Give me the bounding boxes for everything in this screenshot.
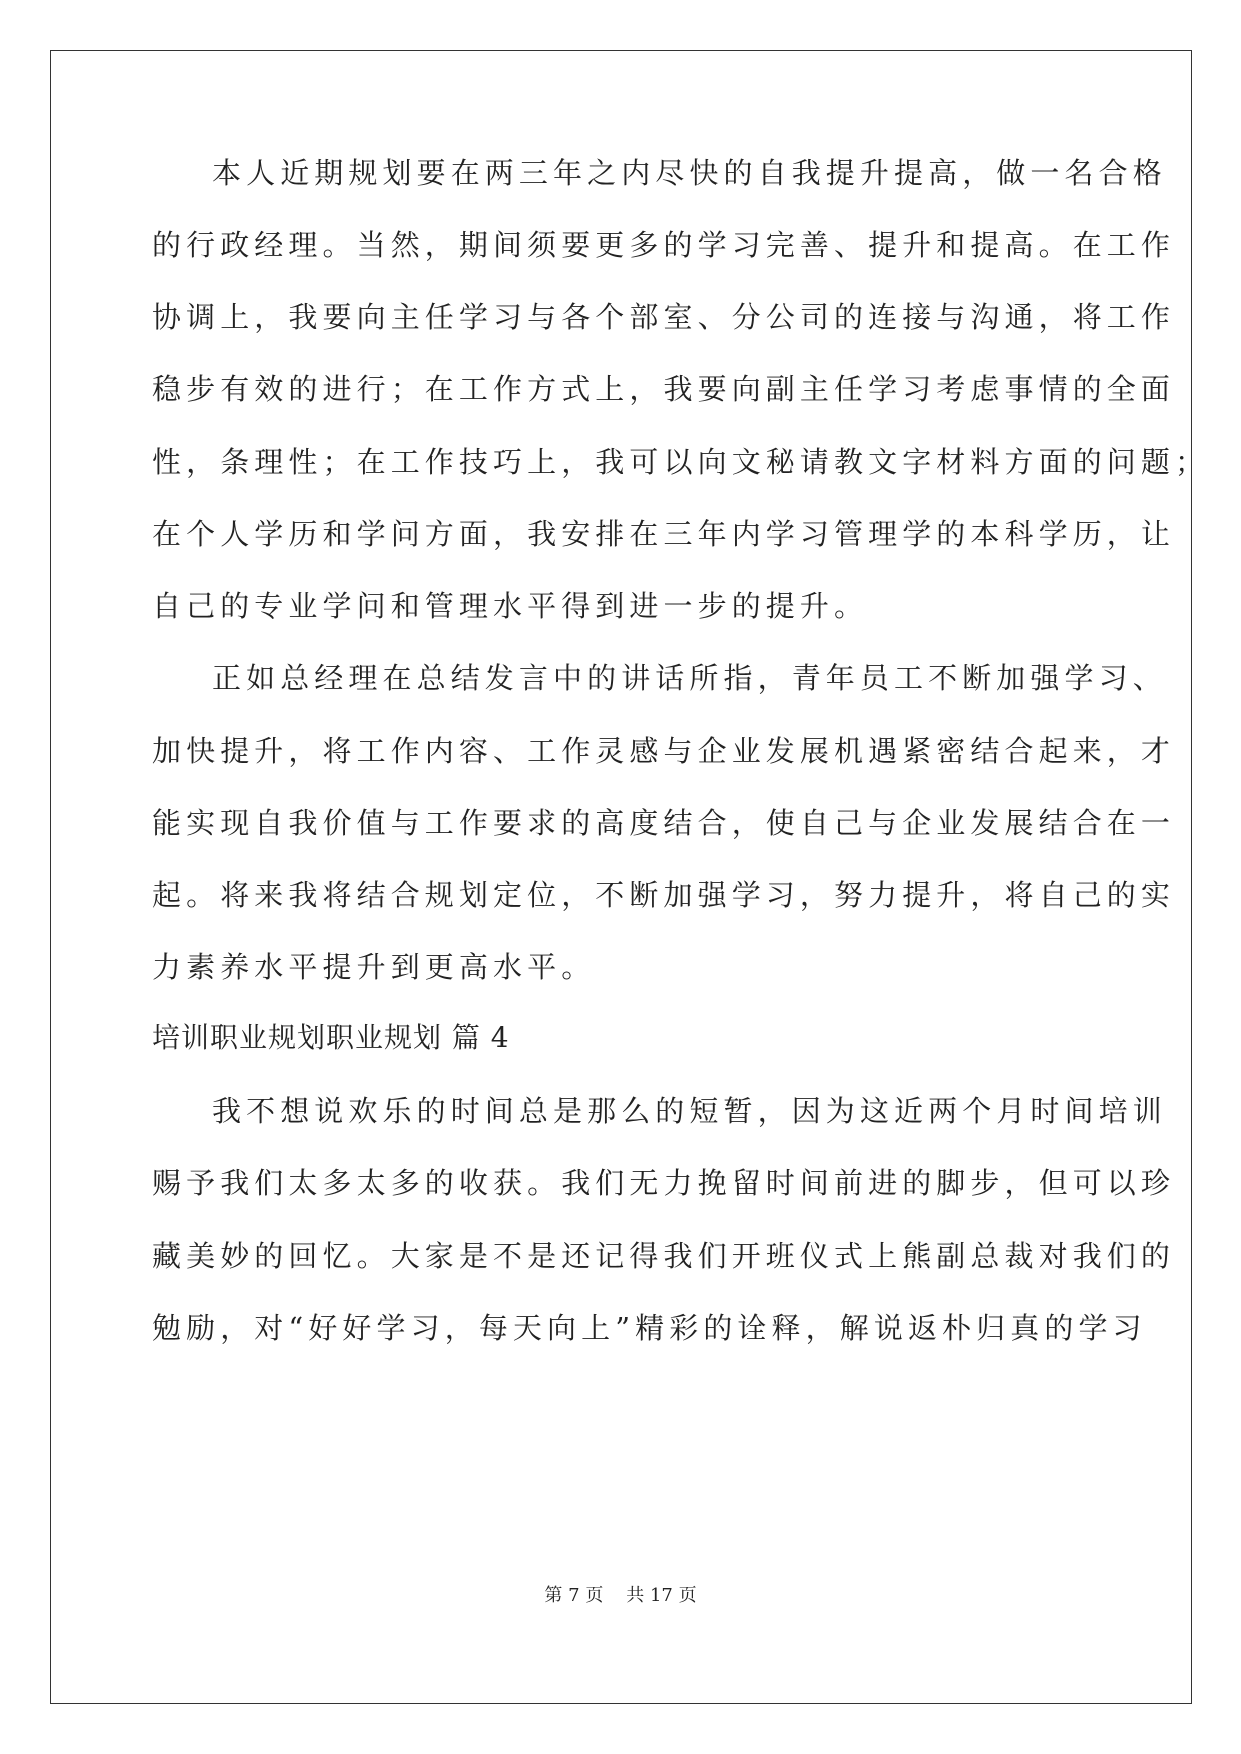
paragraph-1-line-1: 本人近期规划要在两三年之内尽快的自我提升提高，做一名合格: [212, 156, 1167, 190]
page-number: 第 7 页: [544, 1585, 604, 1606]
paragraph-3-line-1: 我不想说欢乐的时间总是那么的短暂，因为这近两个月时间培训: [212, 1094, 1167, 1128]
section-heading: 培训职业规划职业规划 篇 4: [152, 1021, 510, 1054]
paragraph-1-line-2: 的行政经理。当然，期间须要更多的学习完善、提升和提高。在工作: [152, 228, 1176, 262]
paragraph-2-line-3: 能实现自我价值与工作要求的高度结合，使自己与企业发展结合在一: [152, 806, 1176, 840]
paragraph-2-line-4: 起。将来我将结合规划定位，不断加强学习，努力提升，将自己的实: [152, 878, 1176, 912]
page-total: 共 17 页: [626, 1585, 697, 1606]
paragraph-3-line-2: 赐予我们太多太多的收获。我们无力挽留时间前进的脚步，但可以珍: [152, 1166, 1176, 1200]
paragraph-1-line-4: 稳步有效的进行；在工作方式上，我要向副主任学习考虑事情的全面: [152, 372, 1176, 406]
paragraph-3-line-3: 藏美妙的回忆。大家是不是还记得我们开班仪式上熊副总裁对我们的: [152, 1239, 1176, 1273]
paragraph-3-line-4: 勉励，对“好好学习，每天向上”精彩的诠释，解说返朴归真的学习: [152, 1311, 1147, 1345]
page-footer: [0, 1584, 1241, 1608]
paragraph-2-line-5: 力素养水平提升到更高水平。: [152, 950, 596, 984]
paragraph-2-line-1: 正如总经理在总结发言中的讲话所指，青年员工不断加强学习、: [212, 661, 1167, 695]
paragraph-1-line-5: 性，条理性；在工作技巧上，我可以向文秘请教文字材料方面的问题；: [152, 445, 1210, 479]
paragraph-1-line-6: 在个人学历和学问方面，我安排在三年内学习管理学的本科学历，让: [152, 517, 1176, 551]
paragraph-1-line-7: 自己的专业学问和管理水平得到进一步的提升。: [152, 589, 869, 623]
paragraph-2-line-2: 加快提升，将工作内容、工作灵感与企业发展机遇紧密结合起来，才: [152, 734, 1176, 768]
paragraph-1-line-3: 协调上，我要向主任学习与各个部室、分公司的连接与沟通，将工作: [152, 300, 1176, 334]
